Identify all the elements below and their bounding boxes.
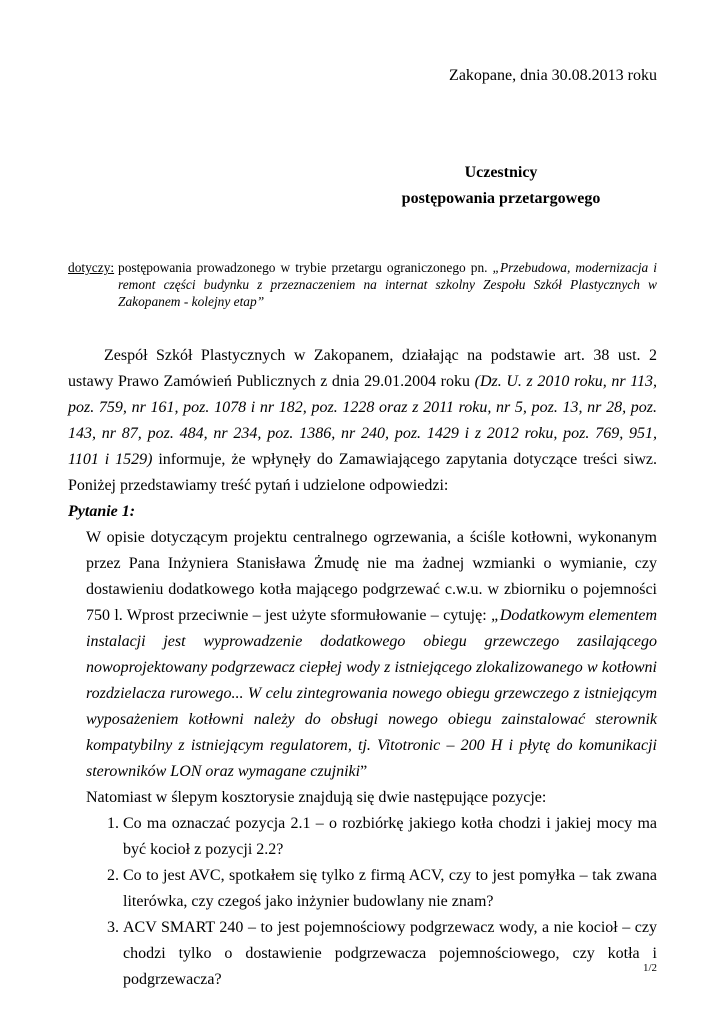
question-heading xyxy=(68,499,657,525)
subject-intro: postępowania prowadzonego w trybie przetargu ograniczonego pn. xyxy=(118,260,493,275)
subject-label: dotyczy: xyxy=(68,260,115,275)
intro-text-end: informuje, że wpłynęły do Zamawiającego zapytania dotyczące treści siwz. Poniżej przedstawiamy treść pytań i udzielone odpowiedzi: xyxy=(68,451,657,494)
question-paragraph xyxy=(86,525,657,785)
question-text: W opisie dotyczącym projektu centralnego ogrzewania, a ściśle kotłowni, wykonanym przez Pana Inżyniera Stanisława Żmudę nie ma żadnej wzmianki o wymianie, czy dostawieniu dodatkowego kotła mającego podgrzewać c.w.u. w zbiorniku o pojemności 750 l. Wprost przeciwnie – jest użyte sformułowanie – cytuję: xyxy=(86,529,657,624)
question-heading-text: Pytanie 1: xyxy=(68,503,136,520)
intro-paragraph xyxy=(68,343,657,499)
recipient-line-1: Uczestnicy xyxy=(464,164,538,181)
subject-text xyxy=(118,259,657,310)
subject-block xyxy=(68,259,657,310)
recipient-block xyxy=(400,160,602,212)
list-item: 2. Co to jest AVC, spotkałem się tylko z firmą ACV, czy to jest pomyłka – tak zwana literówka, czy czegoś jako inżynier budowlany nie znam? xyxy=(123,863,657,915)
quote-close: ” xyxy=(360,763,368,780)
document-date: Zakopane, dnia 30.08.2013 roku xyxy=(449,67,657,84)
legal-citation: (Dz. U. z 2010 roku, nr 113, poz. 759, nr 161, poz. 1078 i nr 182, poz. 1228 oraz z 2011 roku, nr 5, poz. 13, nr 28, poz. 143, nr 87, poz. 484, nr 234, poz. 1386, nr 240, poz. 1429 i z 2012 roku, poz. 769, 951, 1101 i 1529) xyxy=(68,373,658,468)
question-list xyxy=(68,811,657,993)
question-quote: „Dodatkowym elementem instalacji jest wyprowadzenie dodatkowego obiegu grzewczego zasilającego nowoprojektowany podgrzewacz ciepłej wody z istniejącego zlokalizowanego w kotłowni rozdzielacza rurowego... W celu zintegrowania nowego obiegu grzewczego z istniejącym wyposażeniem kotłowni należy do obsługi nowego obiegu zainstalować sterownik kompatybilny z istniejącym regulatorem, tj. Vitotronic – 200 H i płytę do komunikacji sterowników LON oraz wymagane czujniki xyxy=(86,607,657,780)
list-item: 1. Co ma oznaczać pozycja 2.1 – o rozbiórkę jakiego kotła chodzi i jakiej mocy ma być kocioł z pozycji 2.2? xyxy=(123,811,657,863)
list-item: 3. ACV SMART 240 – to jest pojemnościowy podgrzewacz wody, a nie kocioł – czy chodzi tylko o dostawienie podgrzewacza pojemnościowego, czy kotła i podgrzewacza? xyxy=(123,915,657,993)
recipient-line-2: postępowania przetargowego xyxy=(401,190,601,207)
intro-text: Zespół Szkół Plastycznych w Zakopanem, działając na podstawie art. 38 ust. 2 ustawy Prawo Zamówień Publicznych z dnia 29.01.2004 roku xyxy=(68,347,657,390)
question-followup: Natomiast w ślepym kosztorysie znajdują się dwie następujące pozycje: xyxy=(86,789,547,806)
subject-title: „Przebudowa, modernizacja i remont części budynku z przeznaczeniem na internat szkolny Zespołu Szkół Plastycznych w Zakopanem - kolejny etap” xyxy=(118,260,657,309)
page-number: 1/2 xyxy=(642,962,657,974)
document-body xyxy=(68,343,657,993)
